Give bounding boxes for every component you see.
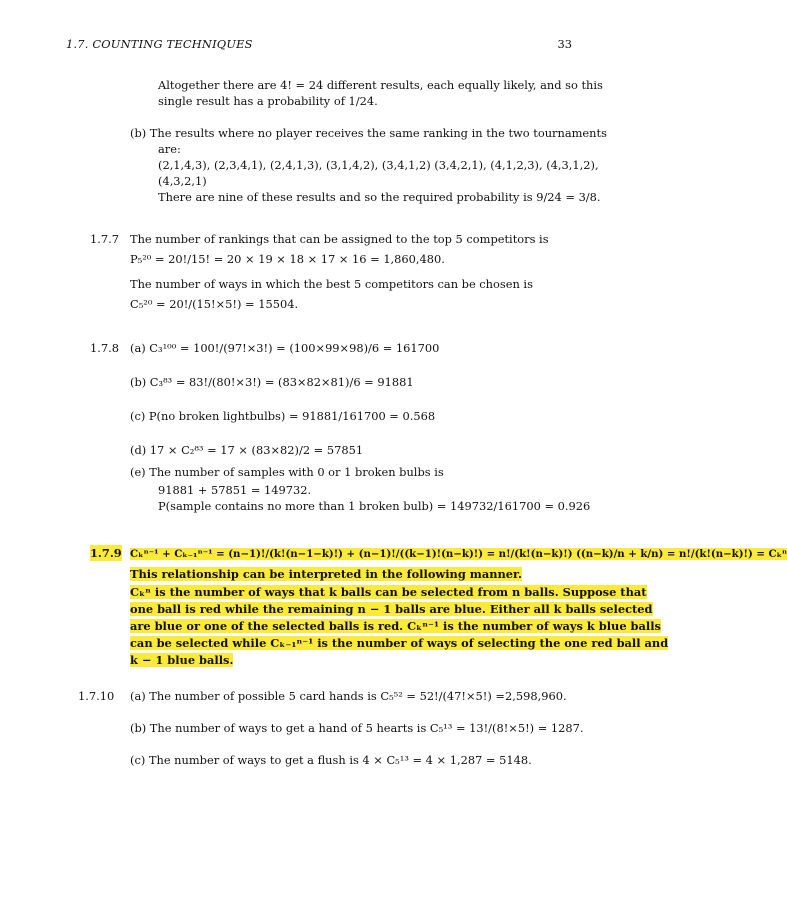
text-line: (e) The number of samples with 0 or 1 broken bulbs is <box>130 465 444 479</box>
text-line: (b) The results where no player receives the same ranking in the two tournaments <box>130 126 607 140</box>
text-line: (4,3,2,1) <box>158 174 207 188</box>
highlight-span: are blue or one of the selected balls is red. Cₖⁿ⁻¹ is the number of ways k blue balls <box>130 619 661 633</box>
text-line: (2,1,4,3), (2,3,4,1), (2,4,1,3), (3,1,4,2), (3,4,1,2) (3,4,2,1), (4,1,2,3), (4,3,1,2), <box>158 158 599 172</box>
problem-number: 1.7.8 <box>90 341 119 355</box>
problem-number: 1.7.10 <box>78 689 115 703</box>
text-line: (a) The number of possible 5 card hands is C₅⁵² = 52!/(47!×5!) =2,598,960. <box>130 689 567 703</box>
highlight-span: can be selected while Cₖ₋₁ⁿ⁻¹ is the number of ways of selecting the one red ball and <box>130 636 669 650</box>
text-line: Altogether there are 4! = 24 different results, each equally likely, and so this <box>158 78 603 92</box>
running-header-title: 1.7. COUNTING TECHNIQUES <box>66 37 253 51</box>
text-line: (c) P(no broken lightbulbs) = 91881/161700 = 0.568 <box>130 409 436 423</box>
text-line: single result has a probability of 1/24. <box>158 94 378 108</box>
page-number: 33 <box>557 37 572 51</box>
text-line: The number of ways in which the best 5 competitors can be chosen is <box>130 277 533 291</box>
text-line: (b) C₃⁸³ = 83!/(80!×3!) = (83×82×81)/6 = 91881 <box>130 375 414 389</box>
text-line: 91881 + 57851 = 149732. <box>158 483 312 497</box>
text-line: C₅²⁰ = 20!/(15!×5!) = 15504. <box>130 297 299 311</box>
highlighted-text-line <box>130 601 653 617</box>
highlight-span: k − 1 blue balls. <box>130 653 234 667</box>
highlighted-text-line <box>130 566 522 582</box>
text-line: (d) 17 × C₂⁸³ = 17 × (83×82)/2 = 57851 <box>130 443 364 457</box>
text-line: P₅²⁰ = 20!/15! = 20 × 19 × 18 × 17 × 16 = 1,860,480. <box>130 252 445 266</box>
highlight-span: This relationship can be interpreted in the following manner. <box>130 567 522 581</box>
highlighted-text-line <box>130 545 787 562</box>
problem-number: 1.7.7 <box>90 232 119 246</box>
text-line: (b) The number of ways to get a hand of 5 hearts is C₅¹³ = 13!/(8!×5!) = 1287. <box>130 721 584 735</box>
problem-number: 1.7.9 <box>90 546 122 560</box>
highlighted-text-line <box>130 584 647 600</box>
text-line: (c) The number of ways to get a flush is 4 × C₅¹³ = 4 × 1,287 = 5148. <box>130 753 532 767</box>
text-line: are: <box>158 142 181 156</box>
highlighted-text-line <box>130 635 668 651</box>
text-line: P(sample contains no more than 1 broken bulb) = 149732/161700 = 0.926 <box>158 499 591 513</box>
text-line: (a) C₃¹⁰⁰ = 100!/(97!×3!) = (100×99×98)/6 = 161700 <box>130 341 440 355</box>
highlighted-text-line <box>130 618 661 634</box>
highlight-span: Cₖⁿ⁻¹ + Cₖ₋₁ⁿ⁻¹ = (n−1)!/(k!(n−1−k)!) + (n−1)!/((k−1)!(n−k)!) = n!/(k!(n−k)!) ((n−k)/n + k/n) = n!/(k!(n−k)!) = Cₖⁿ <box>130 548 787 560</box>
highlight-span: Cₖⁿ is the number of ways that k balls can be selected from n balls. Suppose that <box>130 585 647 599</box>
text-line: There are nine of these results and so the required probability is 9/24 = 3/8. <box>158 190 601 204</box>
highlighted-text-line <box>130 652 233 668</box>
highlight-span: one ball is red while the remaining n − 1 balls are blue. Either all k balls selected <box>130 602 653 616</box>
text-line: The number of rankings that can be assigned to the top 5 competitors is <box>130 232 549 246</box>
